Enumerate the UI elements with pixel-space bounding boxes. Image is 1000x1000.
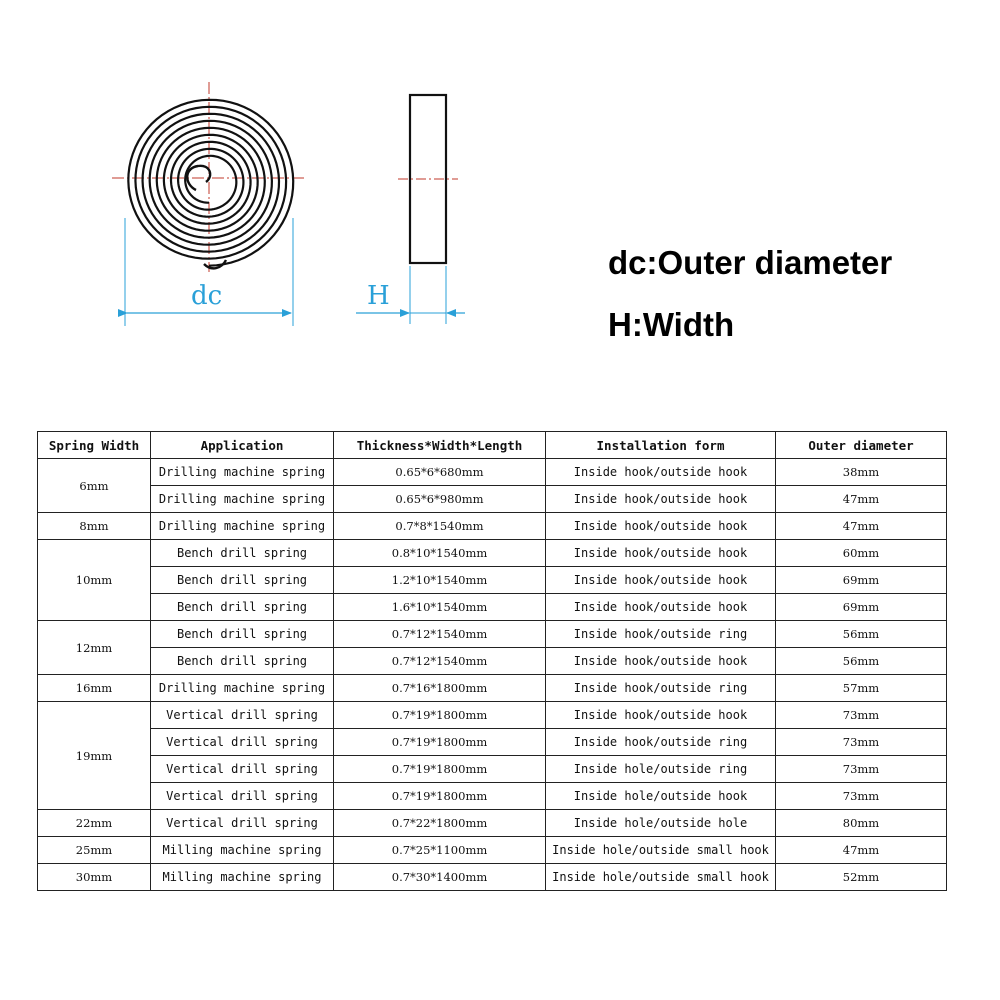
dimensions-cell: 0.65*6*980mm xyxy=(334,486,546,513)
installation-cell: Inside hook/outside hook xyxy=(546,486,776,513)
installation-cell: Inside hole/outside small hook xyxy=(546,837,776,864)
installation-cell: Inside hook/outside hook xyxy=(546,594,776,621)
installation-cell: Inside hole/outside hook xyxy=(546,783,776,810)
installation-cell: Inside hole/outside ring xyxy=(546,756,776,783)
installation-cell: Inside hook/outside hook xyxy=(546,567,776,594)
dimensions-cell: 1.6*10*1540mm xyxy=(334,594,546,621)
outer-diameter-cell: 60mm xyxy=(776,540,947,567)
dimensions-cell: 0.7*12*1540mm xyxy=(334,621,546,648)
application-cell: Milling machine spring xyxy=(151,864,334,891)
spring-width-cell: 10mm xyxy=(38,540,151,621)
dimensions-cell: 0.7*19*1800mm xyxy=(334,702,546,729)
installation-cell: Inside hook/outside ring xyxy=(546,621,776,648)
dimensions-cell: 0.8*10*1540mm xyxy=(334,540,546,567)
outer-diameter-cell: 69mm xyxy=(776,594,947,621)
table-row xyxy=(38,729,947,756)
installation-cell: Inside hole/outside hole xyxy=(546,810,776,837)
outer-tail xyxy=(204,260,226,268)
outer-diameter-cell: 56mm xyxy=(776,621,947,648)
spring-width-cell: 16mm xyxy=(38,675,151,702)
installation-cell: Inside hook/outside hook xyxy=(546,513,776,540)
table-row xyxy=(38,783,947,810)
spring-width-cell: 30mm xyxy=(38,864,151,891)
application-cell: Vertical drill spring xyxy=(151,702,334,729)
application-cell: Bench drill spring xyxy=(151,648,334,675)
application-cell: Vertical drill spring xyxy=(151,810,334,837)
installation-cell: Inside hook/outside ring xyxy=(546,729,776,756)
application-cell: Drilling machine spring xyxy=(151,459,334,486)
dimensions-cell: 0.7*30*1400mm xyxy=(334,864,546,891)
table-row xyxy=(38,810,947,837)
dc-label: dc xyxy=(191,281,223,311)
outer-diameter-cell: 73mm xyxy=(776,756,947,783)
dimensions-cell: 0.7*8*1540mm xyxy=(334,513,546,540)
dimensions-cell: 0.65*6*680mm xyxy=(334,459,546,486)
spring-width-cell: 25mm xyxy=(38,837,151,864)
outer-diameter-cell: 73mm xyxy=(776,783,947,810)
dimensions-cell: 0.7*12*1540mm xyxy=(334,648,546,675)
outer-diameter-cell: 52mm xyxy=(776,864,947,891)
installation-cell: Inside hook/outside hook xyxy=(546,702,776,729)
table-header-row xyxy=(38,432,947,459)
table-row xyxy=(38,567,947,594)
application-cell: Vertical drill spring xyxy=(151,756,334,783)
application-cell: Bench drill spring xyxy=(151,567,334,594)
outer-diameter-cell: 73mm xyxy=(776,729,947,756)
outer-diameter-cell: 47mm xyxy=(776,837,947,864)
legend-outer-diameter: dc:Outer diameter xyxy=(608,244,893,281)
dimensions-cell: 0.7*19*1800mm xyxy=(334,783,546,810)
application-cell: Drilling machine spring xyxy=(151,513,334,540)
application-cell: Drilling machine spring xyxy=(151,486,334,513)
outer-diameter-cell: 80mm xyxy=(776,810,947,837)
spring-width-cell: 22mm xyxy=(38,810,151,837)
dimensions-cell: 0.7*19*1800mm xyxy=(334,756,546,783)
outer-diameter-cell: 57mm xyxy=(776,675,947,702)
installation-cell: Inside hole/outside small hook xyxy=(546,864,776,891)
application-cell: Bench drill spring xyxy=(151,621,334,648)
spring-diagram xyxy=(0,0,1000,420)
h-label: H xyxy=(367,281,390,311)
spring-width-cell: 8mm xyxy=(38,513,151,540)
application-cell: Bench drill spring xyxy=(151,594,334,621)
table-row xyxy=(38,756,947,783)
coil-spring-spiral xyxy=(128,100,293,266)
table-row xyxy=(38,864,947,891)
application-cell: Vertical drill spring xyxy=(151,729,334,756)
header-spring-width: Spring Width xyxy=(38,432,151,459)
dimensions-cell: 0.7*25*1100mm xyxy=(334,837,546,864)
dimensions-cell: 0.7*19*1800mm xyxy=(334,729,546,756)
spring-width-cell: 12mm xyxy=(38,621,151,675)
table-row xyxy=(38,594,947,621)
installation-cell: Inside hook/outside hook xyxy=(546,459,776,486)
outer-diameter-cell: 47mm xyxy=(776,513,947,540)
table-row xyxy=(38,459,947,486)
header-thickness-width-length: Thickness*Width*Length xyxy=(334,432,546,459)
outer-diameter-cell: 38mm xyxy=(776,459,947,486)
table-row xyxy=(38,675,947,702)
outer-diameter-cell: 56mm xyxy=(776,648,947,675)
spring-spec-table xyxy=(37,431,947,891)
outer-diameter-cell: 69mm xyxy=(776,567,947,594)
table-row xyxy=(38,513,947,540)
outer-diameter-cell: 47mm xyxy=(776,486,947,513)
application-cell: Milling machine spring xyxy=(151,837,334,864)
application-cell: Drilling machine spring xyxy=(151,675,334,702)
installation-cell: Inside hook/outside ring xyxy=(546,675,776,702)
dimensions-cell: 0.7*16*1800mm xyxy=(334,675,546,702)
outer-diameter-cell: 73mm xyxy=(776,702,947,729)
header-outer-diameter: Outer diameter xyxy=(776,432,947,459)
table-row xyxy=(38,486,947,513)
table-row xyxy=(38,621,947,648)
table-row xyxy=(38,702,947,729)
dimensions-cell: 1.2*10*1540mm xyxy=(334,567,546,594)
table-row xyxy=(38,648,947,675)
header-installation-form: Installation form xyxy=(546,432,776,459)
application-cell: Bench drill spring xyxy=(151,540,334,567)
installation-cell: Inside hook/outside hook xyxy=(546,540,776,567)
spring-width-cell: 19mm xyxy=(38,702,151,810)
legend-width: H:Width xyxy=(608,306,735,343)
header-application: Application xyxy=(151,432,334,459)
spring-width-cell: 6mm xyxy=(38,459,151,513)
table-row xyxy=(38,540,947,567)
dimensions-cell: 0.7*22*1800mm xyxy=(334,810,546,837)
installation-cell: Inside hook/outside hook xyxy=(546,648,776,675)
application-cell: Vertical drill spring xyxy=(151,783,334,810)
table-row xyxy=(38,837,947,864)
